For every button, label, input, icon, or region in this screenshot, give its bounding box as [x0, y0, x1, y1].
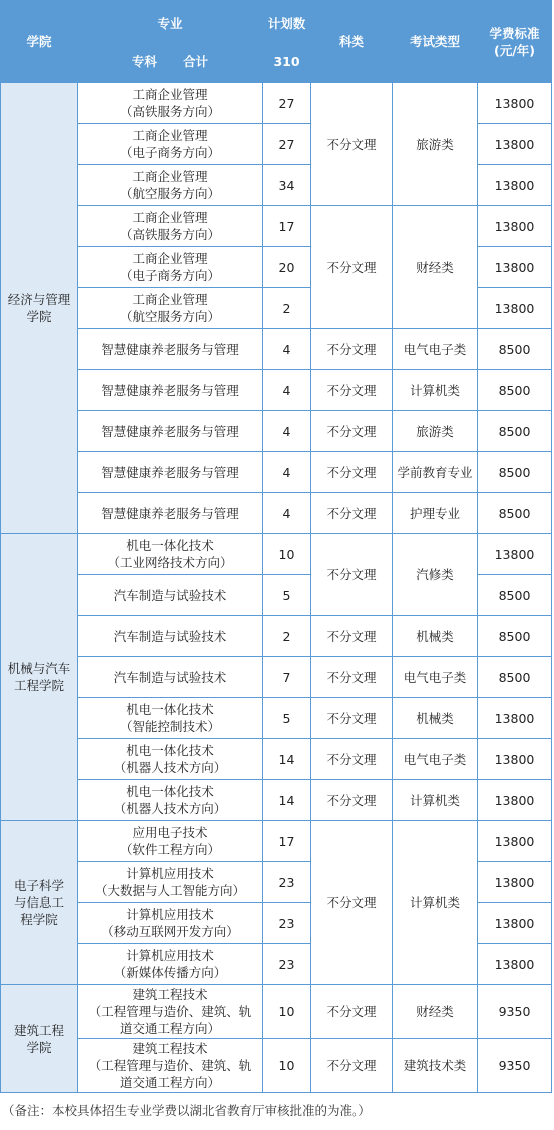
tuition-fee-cell: 8500 — [478, 329, 552, 370]
plan-count-cell: 5 — [263, 575, 311, 616]
major-cell — [78, 493, 263, 534]
table-row — [1, 83, 552, 124]
table-row — [1, 411, 552, 452]
tuition-fee-cell: 8500 — [478, 575, 552, 616]
plan-count-cell: 17 — [263, 206, 311, 247]
table-row — [1, 698, 552, 739]
major-name-line: （智能控制技术） — [119, 719, 220, 734]
tuition-fee-cell: 8500 — [478, 616, 552, 657]
plan-count-cell: 34 — [263, 165, 311, 206]
college-name-line: 学院 — [26, 309, 52, 324]
major-name-line: （航空服务方向） — [119, 309, 220, 324]
tuition-fee-cell: 9350 — [478, 1039, 552, 1093]
tuition-fee-cell: 13800 — [478, 534, 552, 575]
major-cell — [78, 247, 263, 288]
category-cell: 不分文理 — [311, 493, 393, 534]
major-name-line: 应用电子技术 — [132, 825, 208, 840]
major-cell — [78, 1039, 263, 1093]
major-name-line: 汽车制造与试验技术 — [113, 669, 227, 685]
header-plan — [263, 1, 311, 83]
table-row — [1, 616, 552, 657]
college-cell — [1, 821, 78, 985]
major-cell — [78, 411, 263, 452]
plan-count-cell: 4 — [263, 370, 311, 411]
college-cell — [1, 534, 78, 821]
major-name-line: （大数据与人工智能方向） — [94, 883, 245, 898]
table-header — [1, 1, 552, 83]
header-major — [78, 1, 263, 83]
tuition-fee-cell: 13800 — [478, 821, 552, 862]
plan-count-cell: 2 — [263, 288, 311, 329]
major-cell — [78, 288, 263, 329]
category-cell: 不分文理 — [311, 83, 393, 206]
major-cell — [78, 534, 263, 575]
exam-type-cell: 财经类 — [393, 206, 478, 329]
plan-count-cell: 23 — [263, 944, 311, 985]
major-name-line: 道交通工程方向） — [119, 1075, 220, 1090]
major-name-line: 工商企业管理 — [132, 210, 208, 225]
major-cell — [78, 903, 263, 944]
major-cell — [78, 985, 263, 1039]
tuition-fee-cell: 13800 — [478, 288, 552, 329]
table-row — [1, 452, 552, 493]
college-name-line: 工程学院 — [13, 678, 64, 693]
plan-count-cell: 23 — [263, 903, 311, 944]
plan-count-cell: 4 — [263, 329, 311, 370]
major-cell — [78, 452, 263, 493]
major-name-line: 智慧健康养老服务与管理 — [101, 505, 239, 521]
category-cell: 不分文理 — [311, 985, 393, 1039]
category-cell: 不分文理 — [311, 534, 393, 616]
header-level-label: 专科 — [131, 54, 157, 69]
major-name-line: 道交通工程方向） — [119, 1021, 220, 1036]
major-name-line: 工商企业管理 — [132, 87, 208, 102]
plan-count-cell: 17 — [263, 821, 311, 862]
major-name-line: （新媒体传播方向） — [113, 965, 227, 980]
major-name-line: 工商企业管理 — [132, 169, 208, 184]
plan-count-cell: 20 — [263, 247, 311, 288]
exam-type-cell: 电气电子类 — [393, 329, 478, 370]
footnote: （备注：本校具体招生专业学费以湖北省教育厅审核批准的为准。） — [2, 1103, 371, 1118]
category-cell: 不分文理 — [311, 1039, 393, 1093]
plan-count-cell: 23 — [263, 862, 311, 903]
college-name-line: 建筑工程 — [13, 1022, 64, 1038]
category-cell: 不分文理 — [311, 657, 393, 698]
major-name-line: 建筑工程技术 — [132, 1041, 208, 1056]
table-body — [1, 83, 552, 1093]
major-name-line: （工程管理与造价、建筑、轨 — [88, 1004, 252, 1019]
major-name-line: （电子商务方向） — [119, 268, 220, 283]
table-row — [1, 534, 552, 575]
tuition-fee-cell: 13800 — [478, 124, 552, 165]
major-name-line: （高铁服务方向） — [119, 227, 220, 242]
major-name-line: 计算机应用技术 — [126, 866, 214, 881]
header-college: 学院 — [1, 1, 78, 83]
plan-count-cell: 27 — [263, 124, 311, 165]
category-cell: 不分文理 — [311, 821, 393, 985]
college-name-line: 学院 — [26, 1039, 52, 1055]
major-name-line: 智慧健康养老服务与管理 — [101, 464, 239, 480]
major-name-line: 工商企业管理 — [132, 128, 208, 143]
major-name-line: 机电一体化技术 — [126, 702, 214, 717]
major-cell — [78, 657, 263, 698]
plan-count-cell: 4 — [263, 411, 311, 452]
category-cell: 不分文理 — [311, 370, 393, 411]
table-row — [1, 780, 552, 821]
plan-count-cell: 7 — [263, 657, 311, 698]
tuition-fee-cell: 9350 — [478, 985, 552, 1039]
header-major-label: 专业 — [157, 16, 183, 31]
category-cell: 不分文理 — [311, 780, 393, 821]
table-row — [1, 1039, 552, 1093]
major-name-line: 智慧健康养老服务与管理 — [101, 423, 239, 439]
plan-count-cell: 10 — [263, 534, 311, 575]
plan-count-cell: 4 — [263, 493, 311, 534]
header-fee-line2: (元/年) — [494, 42, 535, 58]
table-row — [1, 985, 552, 1039]
major-name-line: 工商企业管理 — [132, 251, 208, 266]
category-cell: 不分文理 — [311, 206, 393, 329]
exam-type-cell: 计算机类 — [393, 821, 478, 985]
exam-type-cell: 计算机类 — [393, 370, 478, 411]
major-cell — [78, 206, 263, 247]
tuition-fee-cell: 13800 — [478, 780, 552, 821]
tuition-fee-cell: 13800 — [478, 165, 552, 206]
header-total-count: 310 — [273, 54, 300, 69]
major-name-line: 智慧健康养老服务与管理 — [101, 382, 239, 398]
exam-type-cell: 旅游类 — [393, 411, 478, 452]
college-name-line: 机械与汽车 — [7, 661, 71, 676]
college-name-line: 与信息工 — [13, 895, 64, 910]
exam-type-cell: 建筑技术类 — [393, 1039, 478, 1093]
tuition-fee-cell: 13800 — [478, 247, 552, 288]
plan-count-cell: 2 — [263, 616, 311, 657]
major-name-line: 机电一体化技术 — [126, 538, 214, 553]
major-cell — [78, 944, 263, 985]
tuition-fee-cell: 13800 — [478, 862, 552, 903]
major-name-line: 智慧健康养老服务与管理 — [101, 341, 239, 357]
table-row — [1, 821, 552, 862]
major-name-line: 建筑工程技术 — [132, 987, 208, 1002]
college-cell — [1, 83, 78, 534]
major-name-line: 机电一体化技术 — [126, 784, 214, 799]
tuition-fee-cell: 13800 — [478, 903, 552, 944]
major-cell — [78, 83, 263, 124]
major-cell — [78, 739, 263, 780]
major-name-line: （工业网络技术方向） — [107, 555, 233, 570]
exam-type-cell: 学前教育专业 — [393, 452, 478, 493]
college-name-line: 程学院 — [20, 912, 58, 927]
plan-count-cell: 27 — [263, 83, 311, 124]
category-cell: 不分文理 — [311, 411, 393, 452]
table-row — [1, 657, 552, 698]
table-row — [1, 329, 552, 370]
tuition-fee-cell: 8500 — [478, 452, 552, 493]
exam-type-cell: 电气电子类 — [393, 739, 478, 780]
exam-type-cell: 护理专业 — [393, 493, 478, 534]
major-cell — [78, 124, 263, 165]
tuition-fee-cell: 8500 — [478, 370, 552, 411]
major-name-line: （移动互联网开发方向） — [101, 924, 239, 939]
major-cell — [78, 329, 263, 370]
exam-type-cell: 机械类 — [393, 616, 478, 657]
tuition-fee-cell: 13800 — [478, 739, 552, 780]
table-row — [1, 206, 552, 247]
category-cell: 不分文理 — [311, 329, 393, 370]
exam-type-cell: 汽修类 — [393, 534, 478, 616]
major-name-line: 汽车制造与试验技术 — [113, 587, 227, 603]
plan-count-cell: 10 — [263, 985, 311, 1039]
category-cell: 不分文理 — [311, 616, 393, 657]
exam-type-cell: 计算机类 — [393, 780, 478, 821]
plan-count-cell: 10 — [263, 1039, 311, 1093]
major-cell — [78, 616, 263, 657]
major-name-line: （工程管理与造价、建筑、轨 — [88, 1058, 252, 1073]
tuition-fee-cell: 13800 — [478, 944, 552, 985]
table-row — [1, 370, 552, 411]
tuition-fee-cell: 8500 — [478, 493, 552, 534]
category-cell: 不分文理 — [311, 452, 393, 493]
tuition-fee-cell: 8500 — [478, 657, 552, 698]
header-category: 科类 — [311, 1, 393, 83]
tuition-fee-cell: 13800 — [478, 83, 552, 124]
header-plan-label: 计划数 — [267, 16, 306, 31]
major-cell — [78, 370, 263, 411]
major-name-line: 计算机应用技术 — [126, 948, 214, 963]
table-row — [1, 739, 552, 780]
major-name-line: （高铁服务方向） — [119, 104, 220, 119]
exam-type-cell: 机械类 — [393, 698, 478, 739]
major-cell — [78, 165, 263, 206]
major-cell — [78, 862, 263, 903]
category-cell: 不分文理 — [311, 698, 393, 739]
college-cell — [1, 985, 78, 1093]
exam-type-cell: 电气电子类 — [393, 657, 478, 698]
tuition-fee-cell: 13800 — [478, 206, 552, 247]
exam-type-cell: 财经类 — [393, 985, 478, 1039]
header-exam-type: 考试类型 — [393, 1, 478, 83]
major-name-line: （机器人技术方向） — [113, 801, 227, 816]
major-name-line: （电子商务方向） — [119, 145, 220, 160]
major-name-line: 工商企业管理 — [132, 292, 208, 307]
header-fee — [478, 1, 552, 83]
college-name-line: 电子科学 — [13, 878, 64, 893]
major-name-line: 机电一体化技术 — [126, 743, 214, 758]
tuition-fee-cell: 13800 — [478, 698, 552, 739]
major-cell — [78, 780, 263, 821]
plan-count-cell: 14 — [263, 739, 311, 780]
major-name-line: （软件工程方向） — [119, 842, 220, 857]
major-name-line: （机器人技术方向） — [113, 760, 227, 775]
header-total-label: 合计 — [183, 54, 209, 69]
major-name-line: 汽车制造与试验技术 — [113, 628, 227, 644]
category-cell: 不分文理 — [311, 739, 393, 780]
major-cell — [78, 698, 263, 739]
plan-count-cell: 4 — [263, 452, 311, 493]
header-subtotal-labels — [78, 53, 262, 70]
plan-count-cell: 5 — [263, 698, 311, 739]
table-row — [1, 493, 552, 534]
major-cell — [78, 575, 263, 616]
major-cell — [78, 821, 263, 862]
major-name-line: （航空服务方向） — [119, 186, 220, 201]
plan-count-cell: 14 — [263, 780, 311, 821]
header-fee-line1: 学费标准 — [489, 25, 540, 41]
exam-type-cell: 旅游类 — [393, 83, 478, 206]
tuition-fee-cell: 8500 — [478, 411, 552, 452]
college-name-line: 经济与管理 — [7, 292, 71, 307]
major-name-line: 计算机应用技术 — [126, 907, 214, 922]
